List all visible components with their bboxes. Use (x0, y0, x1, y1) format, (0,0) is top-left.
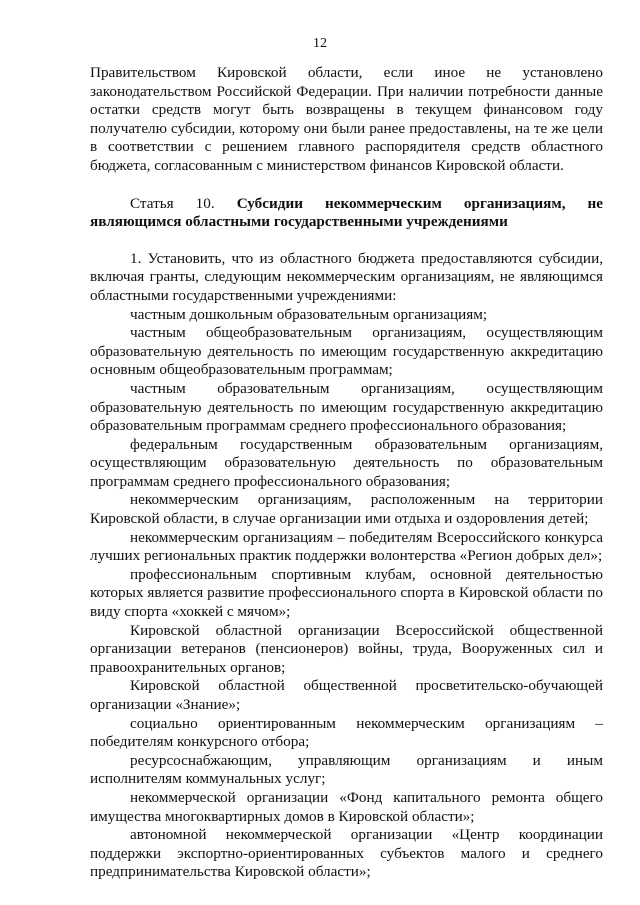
list-item: некоммерческим организациям, расположенным на территории Кировской области, в случае организации ими отдыха и оздоровления детей; (90, 491, 603, 528)
clause-1: 1. Установить, что из областного бюджета предоставляются субсидии, включая гранты, следующим некоммерческим организациям, не являющимся областными государственными учреждениями: (90, 249, 603, 304)
document-body (90, 64, 603, 882)
list-item: Кировской областной общественной просветительско-обучающей организации «Знание»; (90, 677, 603, 713)
list-item: федеральным государственным образовательным организациям, осуществляющим образовательную деятельность по образовательным программам среднего профессионального образования; (90, 435, 603, 490)
list-item: ресурсоснабжающим, управляющим организациям и иным исполнителям коммунальных услуг; (90, 751, 603, 788)
article-heading (90, 195, 603, 232)
article-title: Субсидии некоммерческим организациям, не являющимся областными государственными учреждениями (90, 194, 603, 231)
list-item: некоммерческим организациям – победителям Всероссийского конкурса лучших региональных практик поддержки волонтерства «Регион добрых дел»; (90, 528, 603, 565)
list-item: частным общеобразовательным организациям, осуществляющим образовательную деятельность по имеющим государственную аккредитацию основным общеобразовательным программам; (90, 324, 603, 379)
list-item: частным образовательным организациям, осуществляющим образовательную деятельность по имеющим государственную аккредитацию образовательным программам среднего профессионального образования; (90, 379, 603, 435)
intro-paragraph: Правительством Кировской области, если иное не установлено законодательством Российской Федерации. При наличии потребности данные остатки средств могут быть возвращены в текущем финансовом году получателю субсидии, которому они были ранее предоставлены, на те же цели в соответствии с решением главного распорядителя средств областного бюджета, согласованным с министерством финансов Кировской области. (90, 64, 603, 174)
list-item: профессиональным спортивным клубам, основной деятельностью которых является развитие профессионального спорта в Кировской области по виду спорта «хоккей с мячом»; (90, 565, 603, 621)
list-item: некоммерческой организации «Фонд капитального ремонта общего имущества многоквартирных домов в Кировской области»; (90, 788, 603, 825)
list-item: автономной некоммерческой организации «Центр координации поддержки экспортно-ориентированных субъектов малого и среднего предпринимательства Кировской области»; (90, 826, 603, 881)
list-item: Кировской областной организации Всероссийской общественной организации ветеранов (пенсионеров) войны, труда, Вооруженных сил и правоохранительных органов; (90, 621, 603, 676)
list-item: частным дошкольным образовательным организациям; (130, 305, 488, 323)
page-number: 12 (313, 36, 327, 51)
list-item: социально ориентированным некоммерческим организациям – победителям конкурсного отбора; (90, 714, 603, 751)
article-label: Статья 10. (130, 194, 215, 212)
